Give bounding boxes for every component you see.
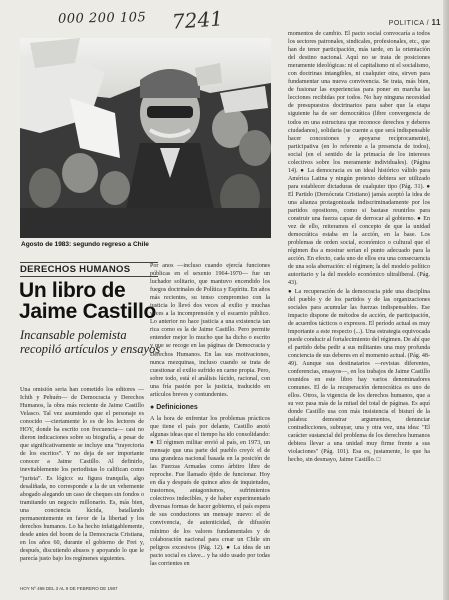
issue-footer: HOY Nº 498 DEL 3 AL 9 DE FEBRERO DE 1987 — [20, 586, 118, 591]
article-headline: Un libro de Jaime Castillo — [19, 279, 157, 323]
body-paragraph: ● La recuperación de la democracia pide una disciplina del pueblo y de los partidos y de las organizaciones sociales para acumular las fuerzas indispensables. Ese impacto dispone de métodos de acción, de participación, de acuerdos tácticos o expresos. El período actual es muy importante a este respecto (...). Una estrategia equivocada puede conducir al fortalecimiento del régimen. De ahí que el partido deba pedir a sus militantes una muy profunda conciencia de sus deberes en el momento actual. (Pág. 48-49). Aunque sus destinatarios —revistas diferentes, conferencias, ensayos—, en los trabajos de Jaime Castillo reunidos en este libro hay varios denominadores comunes. El de la recuperación democrática es uno de ellos. Otros, la vigencia de los derechos humanos, que a su vez pasa más de la mitad del total de páginas. Es aquí donde Castillo usa con más insistencia el bisturí de la palabra: demostrar argumentos, denunciar contradicciones, subrayar, una y otra vez, una idea: "El carácter sustancial del problema de los derechos humanos debiera llevar a una unidad muy firme frente a sus violaciones" (Pág. 101). Esa es, justamente, lo que ha hecho, sin desmayo, Jaime Castillo. □ — [288, 288, 430, 464]
page-edge — [443, 0, 449, 600]
subheading: ● Definiciones — [150, 403, 198, 411]
crowd-photo-image — [20, 38, 271, 238]
article-deck: Incansable polemista recopiló artículos y ensayos — [20, 328, 161, 356]
body-paragraph: Una omisión seria han cometido los editores —Ichth y Pehuén— de Democracia y Derechos Humanos, la obra más reciente de Jaime Castillo Velasco. Tal vez asumiendo que el personaje es conocido —ciertamente lo es de los lectores de HOY, donde ha escrito con frecuencia— casi no dieron indicaciones sobre su biografía, a pesar de que significativamente se incluye una “trayectoria de los escritos”. Y no deja de ser importante conocer a Jaime Castillo. Al definirlo, inevitablemente los periodistas lo califican como “jurista”. Es lógico: su figura tranquila, algo desaliñada, no corresponde a la de un vehemente abogado alegando un caso de cheques sin fondos o tramitando un negocio millonario. Es, más bien, una conciencia lúcida, batallando permanentemente en favor de la libertad y los derechos humanos. Lo ha hecho infatigablemente, desde antes del boom de la Democracia Cristiana, en los años 60, durante el gobierno de Frei y, después, discutiendo abusos y apoyando lo que le parecía justo bajo los regímenes siguientes. — [20, 387, 144, 562]
body-paragraph: momentos de cambio. El pacto social convocaría a todos los sectores patronales, sindicales, profesionales, etc., que han de tener participación, más tarde, en la orientación del destino nacional. Aquí no se trata de posiciones meramente ideológicas: ni el capitalismo ni el socialismo, con doctrinas intangibles, ni cualquier otra, sirven para fundamentar una nueva convivencia. Se trata, más bien, de fusionar las experiencias para poner en marcha las lecciones recibidas por todos. No hay ninguna necesidad de presupuestos doctrinarios para saber que la etapa siguiente ha de ser democrática (libre convergencia de todos en una estructura que reconoce derechos y deberes ciudadanos), solidaria (se cuente a que será indispensable hacer concesiones y apoyarse recíprocamente), participativa (en lo referente a la presencia de todos), social (en el sentido de la primacía de los intereses colectivos sobre los meramente individuales). (Página 14). ● La democracia es un ideal histórico válido para América Latina y ningún pretexto debiera ser utilizado para establecer dictaduras de cualquier tipo (Pág. 31). ● El Partido (Demócrata Cristiano) jamás aceptó la idea de una alianza protagonizada indiscriminadamente por los partidos opositores, como si bastase reunirlos para construir una fuerza capaz de derrocar al gobierno. ● En vez de ello, reiteramos el concepto de que la unidad democrática estaba en la acción, en la base. Los problemas de orden social, económico o cultural que el régimen iba a mostrar serían el punto adecuado para la acción. En efecto, cada uno de ellos era una consecuencia de una sola aberración: el régimen; la del modelo político autoritario y la del modelo económico ultraliberal. (Pág. 43). — [288, 31, 430, 287]
body-paragraph: A la hora de enfrentar los problemas prácticos que tiene el país por delante, Castillo anotó algunas ideas que el tiempo ha ido consolidando: ● El régimen militar envió al país, en 1973, un mensaje que una parte del pueblo creyó: el de una grandeza nacional basada en la posición de las Fuerzas Armadas como árbitro libre de reproche. Fue llamado éjido de funcionar. Hoy en día y después de quince años de inquietudes, trastornos, antagonismos, sufrimientos colectivos indecibles, y de haber experimentado diversas formas de hacer gobierno, el país espera de sus conductores un mensaje nuevo: el de convivencia, de autenticidad, de difusión mínimo de los valores fundamentales y de colaboración nacional para crear un Chile sin peligros excesivos (Pág. 12). ● La idea de un pacto social es clave... y ha sido usado por todas las corrientes en — [150, 415, 270, 567]
header-section: POLITICA / — [388, 20, 430, 27]
subheading-text: Definiciones — [156, 403, 198, 411]
article-column-2 — [150, 262, 270, 568]
section-rule-bottom — [20, 276, 158, 277]
body-paragraph: Por anos —incluso cuando ejercía funciones públicas en el sexenio 1964-1970— fue un luchador solitario, que mantuvo encendido los fuegos doctrinales de Política y Espíritu. En años más recientes, su tenso compromiso con la justicia lo llevó dos veces al exilio y muchas veces a la incomprensión y el escarnio público. Lo anterior no hace justicia a una existencia tan rica como es la de Jaime Castillo. Pero permite entender mejor lo mucho que ha dicho o escrito y que se recoge en las páginas de Democracia y Derechos Humanos. En las sus motivaciones, nunca mezquinas, incluso cuando se trata de cuestionar el exilio sufrido en carne propia. Pero, sobre todo, está el análisis lúcido, racional, con una fría pasión por la justicia, traducido en artículos breves y contundentes. — [150, 263, 270, 398]
archive-stamp: 000 200 105 — [57, 10, 147, 27]
article-photo — [20, 38, 271, 238]
photo-caption: Agosto de 1983: segundo regreso a Chile — [21, 241, 149, 248]
section-rule-top — [20, 262, 158, 263]
article-column-1 — [20, 386, 144, 563]
article-column-3 — [288, 30, 430, 465]
page-header — [389, 18, 441, 27]
section-label: DERECHOS HUMANOS — [20, 264, 131, 275]
page-number: 11 — [431, 18, 441, 27]
handwritten-number: 7241 — [171, 6, 224, 34]
